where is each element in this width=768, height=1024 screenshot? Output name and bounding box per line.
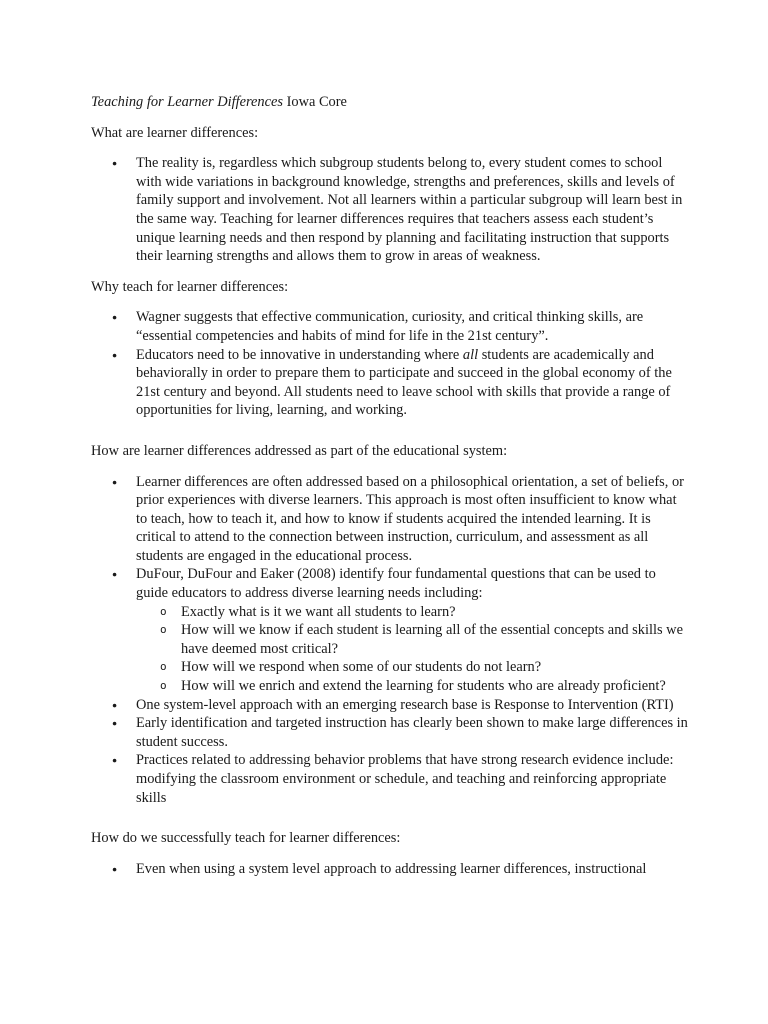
bullet-list-why (91, 308, 691, 420)
bullet-text: DuFour, DuFour and Eaker (2008) identify four fundamental questions that can be used to guide educators to address diverse learning needs including: (136, 566, 656, 602)
bullet-item: ● Early identification and targeted instruction has clearly been shown to make large differences in student success. (91, 714, 691, 751)
section-heading-what: What are learner differences: (91, 124, 259, 141)
bullet-item (91, 346, 691, 420)
sub-item: o How will we respond when some of our students do not learn? (136, 658, 691, 677)
document-page (91, 93, 691, 890)
bullet-text-after: students are academically and behaviorally in order to prepare them to participate and succeed in the global economy of the 21st century and beyond. All students need to leave school with skills that provide a range of opportunities for living, learning, and working. (136, 346, 672, 419)
section-heading-how-teach: How do we successfully teach for learner differences: (91, 830, 401, 847)
bullet-list-what (91, 154, 691, 266)
sub-list-questions (136, 603, 691, 696)
sub-item: o How will we know if each student is learning all of the essential concepts and skills we have deemed most critical? (136, 621, 691, 658)
bullet-item (91, 565, 691, 695)
bullet-text-emphasis: all (462, 346, 479, 363)
document-title (91, 93, 691, 112)
sub-item: o Exactly what is it we want all students to learn? (136, 603, 691, 622)
bullet-list-how-teach (91, 860, 691, 879)
bullet-item: ● The reality is, regardless which subgroup students belong to, every student comes to school with wide variations in background knowledge, strengths and preferences, skills and levels of family support and involvement. Not all learners within a particular subgroup will learn best in the same way. Teaching for learner differences requires that teachers assess each student’s unique learning needs and then respond by planning and facilitating instruction that supports their learning strengths and allows them to grow in areas of weakness. (91, 154, 691, 266)
title-italic: Teaching for Learner Differences (91, 94, 283, 110)
bullet-list-how-addressed (91, 473, 691, 808)
bullet-item: ● Learner differences are often addressed based on a philosophical orientation, a set of beliefs, or prior experiences with diverse learners. This approach is most often insufficient to know what to teach, how to teach it, and how to know if students acquired the intended learning. It is critical to attend to the connection between instruction, curriculum, and assessment as all students are engaged in the educational process. (91, 473, 691, 566)
section-heading-why: Why teach for learner differences: (91, 278, 289, 295)
bullet-item: ● Wagner suggests that effective communication, curiosity, and critical thinking skills, are “essential competencies and habits of mind for life in the 21st century”. (91, 308, 691, 345)
sub-item: o How will we enrich and extend the learning for students who are already proficient? (136, 677, 691, 696)
section-heading-how-addressed: How are learner differences addressed as part of the educational system: (91, 442, 508, 459)
bullet-item: ● One system-level approach with an emerging research base is Response to Intervention (RTI) (91, 696, 691, 715)
title-rest: Iowa Core (283, 94, 347, 110)
bullet-item: ● Even when using a system level approach to addressing learner differences, instructional (91, 860, 691, 879)
bullet-text-before: Educators need to be innovative in understanding where (136, 346, 463, 363)
bullet-item: ● Practices related to addressing behavior problems that have strong research evidence include: modifying the classroom environment or schedule, and teaching and reinforcing appropriate skills (91, 751, 691, 807)
